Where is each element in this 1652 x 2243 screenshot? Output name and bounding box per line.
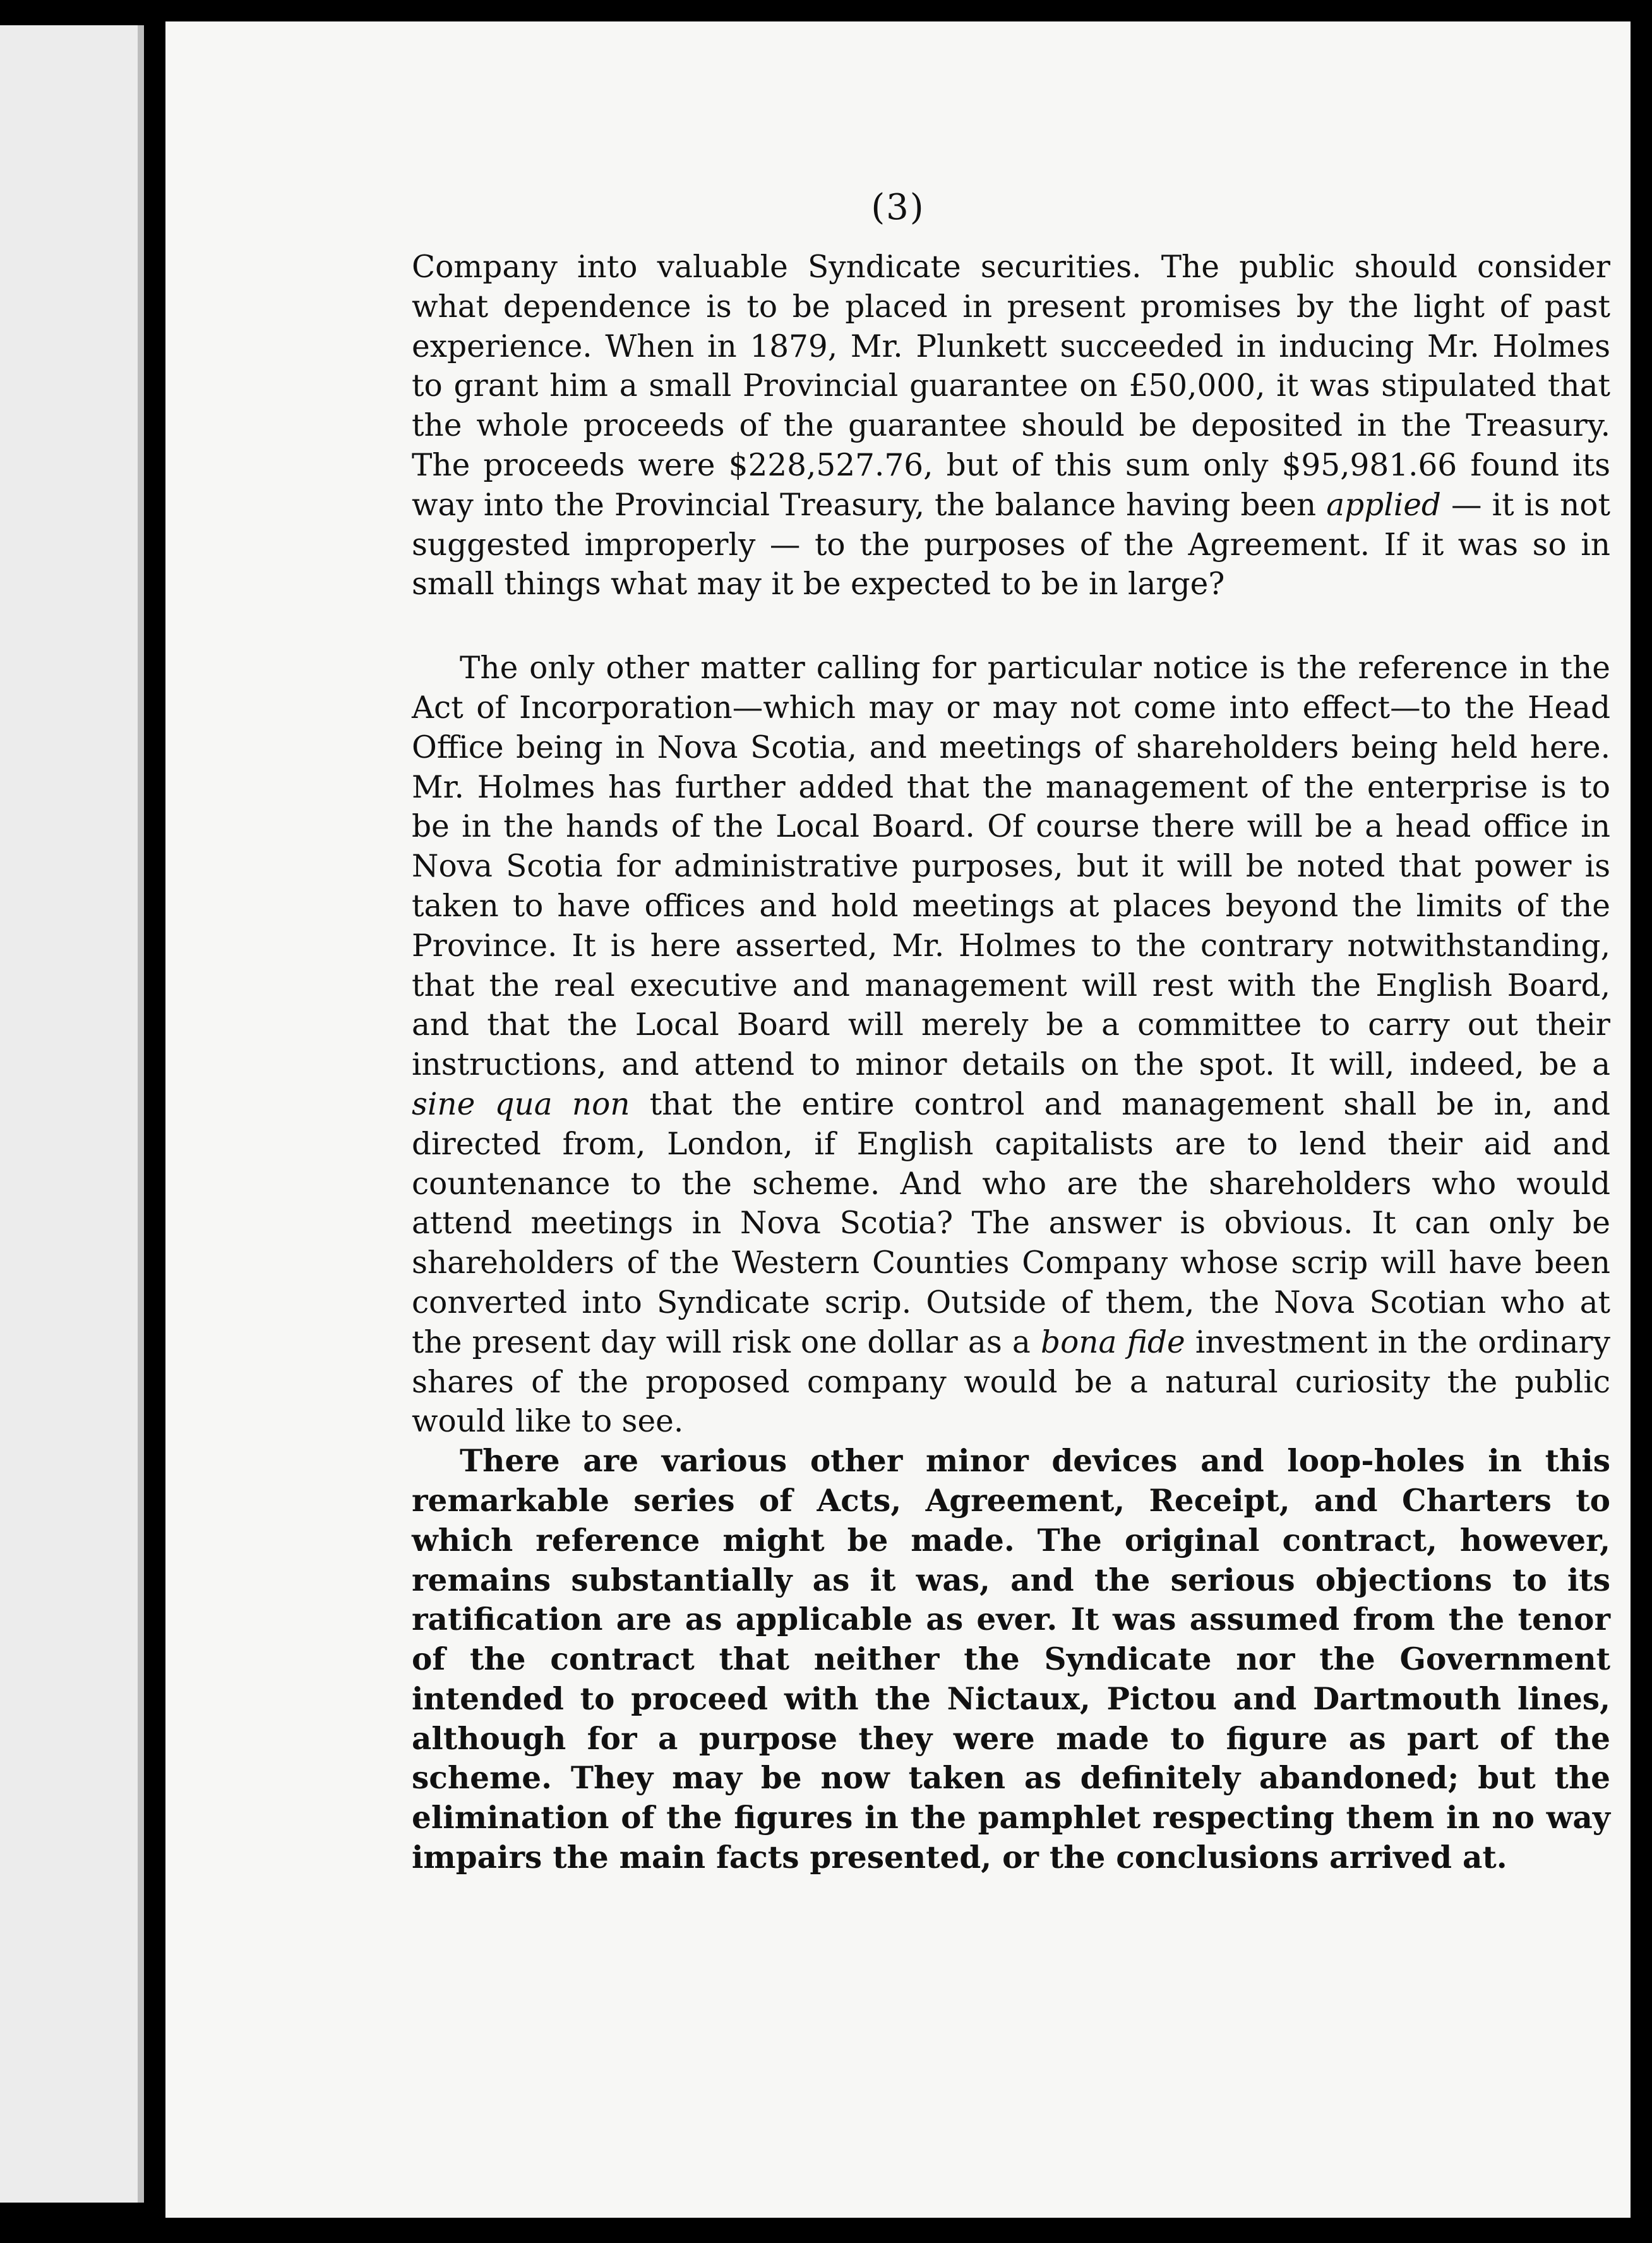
document-page — [165, 21, 1631, 2218]
paragraph-2-text-b: that the entire control and management shall be in, and directed from, London, if English capitalists are to lend their aid and countenance to the scheme. And who are the shareholders who would attend meetings in Nova Scotia? The answer is obvious. It can only be shareholders of the Western Counties Company whose scrip will have been converted into Syndicate scrip. Outside of them, the Nova Scotian who at the present day will risk one dollar as a — [412, 1086, 1610, 1360]
page-number: (3) — [871, 187, 925, 228]
paragraph-2-emphasis-2: bona fide — [1041, 1324, 1185, 1360]
paragraph-2 — [412, 649, 1610, 1442]
paragraph-1-emphasis: applied — [1326, 487, 1441, 523]
paragraph-2-text-c: investment in the ordinary shares of the proposed company would be a natural curiosity the public would like to see. — [412, 1324, 1611, 1440]
facing-page-edge — [0, 25, 144, 2203]
body-text — [412, 248, 1610, 1878]
paragraph-1-tail: — it is not suggested improperly — to the purposes of the Agreement. If it was so in small things what may it be expected to be in large? — [412, 487, 1610, 602]
paragraph-3: There are various other minor devices and loop-holes in this remarkable series of Acts, Agreement, Receipt, and Charters to which reference might be made. The original contract, however, remains substantially as it was, and the serious objections to its ratification are as applicable as ever. It was assumed from the tenor of the contract that neither the Syndicate nor the Government intended to proceed with the Nictaux, Pictou and Dartmouth lines, although for a purpose they were made to figure as part of the scheme. They may be now taken as definitely abandoned; but the elimination of the figures in the pamphlet respecting them in no way impairs the main facts presented, or the conclusions arrived at. — [412, 1443, 1610, 1876]
paragraph-1 — [412, 248, 1610, 604]
paragraph-2-text-a: The only other matter calling for particular notice is the reference in the Act of Incorporation—which may or may not come into effect—to the Head Office being in Nova Scotia, and meetings of shareholders being held here. Mr. Holmes has further added that the management of the enterprise is to be in the hands of the Local Board. Of course there will be a head office in Nova Scotia for administrative purposes, but it will be noted that power is taken to have offices and hold meetings at places beyond the limits of the Province. It is here asserted, Mr. Holmes to the contrary notwithstanding, that the real executive and management will rest with the English Board, and that the Local Board will merely be a committee to carry out their instructions, and attend to minor details on the spot. It will, indeed, be a — [412, 650, 1610, 1083]
page-fold-shadow — [138, 25, 144, 2203]
paragraph-2-emphasis-1: sine qua non — [412, 1086, 630, 1122]
paragraph-1-text: Company into valuable Syndicate securities. The public should consider what dependence is to be placed in present promises by the light of past experience. When in 1879, Mr. Plunkett succeeded in inducing Mr. Holmes to grant him a small Provincial guarantee on £50,000, it was stipulated that the whole proceeds of the guarantee should be deposited in the Treasury. The proceeds were $228,527.76, but of this sum only $95,981.66 found its way into the Provincial Treasury, the balance having been — [412, 249, 1610, 523]
